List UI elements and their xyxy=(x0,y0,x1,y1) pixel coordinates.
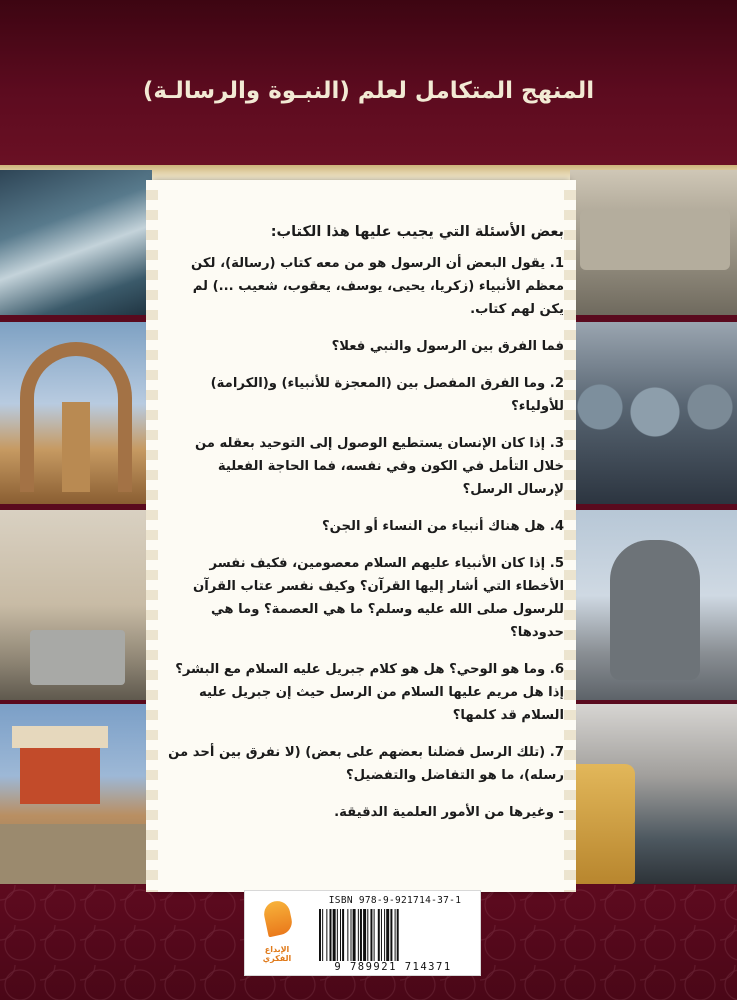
photo-tomb-chamber xyxy=(0,510,152,700)
photo-mosque-arch xyxy=(0,322,152,504)
photo-shield-warriors xyxy=(570,322,737,504)
ruins-shape xyxy=(0,824,152,884)
barcode-bar xyxy=(381,909,382,961)
question-1-followup: فما الفرق بين الرسول والنبي فعلا؟ xyxy=(331,339,564,354)
publisher-name: الإبداع الفكري xyxy=(262,945,292,963)
barcode-bar xyxy=(333,909,336,961)
barcode-bar xyxy=(367,909,368,961)
book-series-title: المنهج المتكامل لعلم (النبـوة والرسالـة) xyxy=(142,78,595,104)
isbn-box xyxy=(244,890,481,976)
panel-intro: بعض الأسئلة التي يجيب عليها هذا الكتاب: xyxy=(270,224,564,240)
barcode-bar xyxy=(342,909,344,961)
barcode-bar xyxy=(340,909,341,961)
palace-roof-shape xyxy=(12,726,108,748)
question-5: 5. إذا كان الأنبياء عليهم السلام معصومين، فكيف نفسر الأخطاء التي أشار إليها القرآن؟ وكيف نفسر عتاب القرآن للرسول صلى الله عليه وسلم؟ ما هي العصمة؟ وما هي حدودها؟ xyxy=(192,556,564,640)
barcode-bar xyxy=(360,909,362,961)
relief-shape xyxy=(580,210,730,270)
red-columns-shape xyxy=(20,744,100,804)
barcode-bar xyxy=(351,909,352,961)
question-4: 4. هل هناك أنبياء من النساء أو الجن؟ xyxy=(322,519,564,534)
barcode-bar xyxy=(384,909,385,961)
closing-note: - وغيرها من الأمور العلمية الدقيقة. xyxy=(334,805,564,820)
barcode-bar xyxy=(353,909,356,961)
orange-flame-icon xyxy=(262,899,295,938)
panel-content xyxy=(168,224,564,838)
publisher-logo xyxy=(251,899,303,969)
barcode-bar xyxy=(374,909,375,961)
barcode-bar xyxy=(378,909,380,961)
scroll-edge-right xyxy=(564,180,576,892)
statue-shape xyxy=(610,540,700,680)
shields-shape xyxy=(570,362,737,452)
barcode-bar xyxy=(337,909,338,961)
question-3: 3. إذا كان الإنسان يستطيع الوصول إلى التوحيد بعقله من خلال التأمل في الكون وفي نفسه، فما الحاجة الفعلية لإرسال الرسل؟ xyxy=(194,436,564,497)
barcode-bar xyxy=(370,909,372,961)
barcode-bar xyxy=(319,909,321,961)
question-7: 7. (تلك الرسل فضلنا بعضهم على بعض) (لا نفرق بين أحد من رسله)، ما هو التفاضل والتفضيل؟ xyxy=(168,745,564,783)
barcode-bar xyxy=(395,909,396,961)
barcode-bar xyxy=(363,909,366,961)
barcode-bar xyxy=(390,909,392,961)
barcode-bar xyxy=(330,909,332,961)
question-6: 6. وما هو الوحي؟ هل هو كلام جبريل عليه السلام مع البشر؟ إذا هل مريم عليها السلام من الرسل حيث إن جبريل عليه السلام قد كلمها؟ xyxy=(175,662,564,723)
tomb-shape xyxy=(30,630,125,685)
barcode-bar xyxy=(386,909,389,961)
photo-stone-relief xyxy=(570,170,737,315)
isbn-label: ISBN 978-9-921714-37-1 xyxy=(328,895,462,906)
arch-shape xyxy=(20,342,132,492)
barcode-bar xyxy=(322,909,323,961)
photo-sea-waves xyxy=(0,170,152,315)
barcode-bar xyxy=(397,909,399,961)
photo-equestrian-statue xyxy=(570,510,737,700)
question-2: 2. وما الفرق المفصل بين (المعجزة للأنبياء) و(الكرامة) للأولياء؟ xyxy=(210,376,564,414)
barcode-bar xyxy=(326,909,327,961)
scroll-edge-left xyxy=(146,180,158,892)
barcode-bar xyxy=(347,909,348,961)
barcode-bar xyxy=(358,909,359,961)
question-1: 1. يقول البعض أن الرسول هو من معه كتاب (رسالة)، لكن معظم الأنبياء (زكريا، يحيى، يوسف، يعقوب، شعيب ...) لم يكن لهم كتاب. xyxy=(190,256,564,317)
barcode-digits: 9 789921 714371 xyxy=(334,961,452,973)
photo-ancient-palace xyxy=(0,704,152,884)
barcode xyxy=(317,909,475,961)
